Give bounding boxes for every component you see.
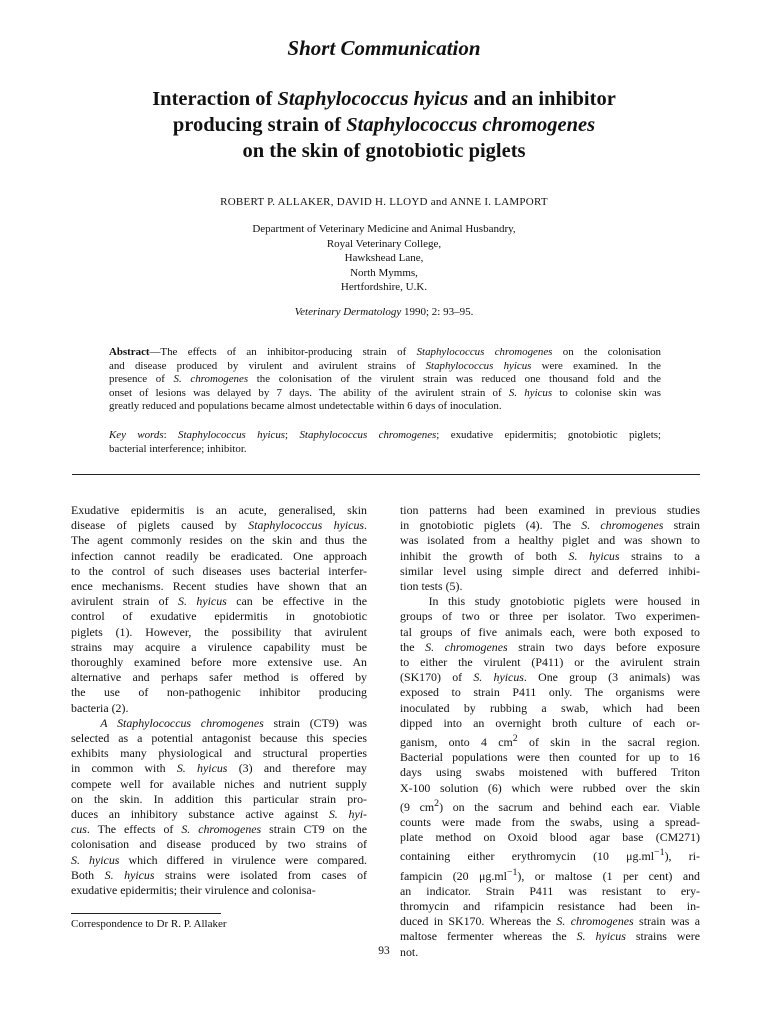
text-line: ganism, onto 4 $cm^2$ of skin in the sacral region. <box>400 733 700 750</box>
text-line: counts were made from the swabs, using a spread- <box>400 815 700 829</box>
text-line: duced in SK170. Whereas the S. chromogenes strain was a <box>400 914 700 929</box>
text-line: producing strain of Staphylococcus chromogenes <box>172 114 596 136</box>
text-line: bacteria (2). <box>71 700 129 715</box>
text-line: S. hyicus which differed in virulence were compared. <box>71 852 367 867</box>
text-line: control of exudative epidermitis in gnotobiotic <box>71 609 367 624</box>
text-line: an indicator. Strain P411 was resistant to ery- <box>400 883 700 898</box>
text-line: tion tests (5). <box>400 579 463 594</box>
affiliation-line: Hertfordshire, U.K. <box>340 281 428 294</box>
text-line: on the skin. In addition this particular strain pro- <box>71 791 367 806</box>
text-line: containing either erythromycin (10 $\mu g.ml^{-1}$), ri- <box>400 847 700 864</box>
text-line: avirulent strain of S. hyicus can be effective in the <box>71 594 367 609</box>
text-line: maltose fermenter whereas the S. hyicus strains were <box>400 929 700 944</box>
text-line: exposed to strain P411 only. The organisms were <box>400 685 700 700</box>
text-line: X-100 solution (6) which were rubbed over the skin <box>400 780 700 795</box>
text-line: to the control of such diseases uses bacterial interfer- <box>71 563 367 578</box>
text-line: compete well for available niches and nutrient supply <box>71 776 367 791</box>
text-line: infection cannot readily be eradicated. One approach <box>71 548 367 563</box>
abstract <box>109 346 661 414</box>
text-line: greatly reduced and populations became almost undetectable within 6 days of inoculation. <box>109 400 502 413</box>
text-line: exhibits many physiological and structural properties <box>71 746 367 761</box>
text-line: presence of S. chromogenes the colonisation of the virulent strain was reduced one thousand fold and the <box>109 373 662 386</box>
text-line: In this study gnotobiotic piglets were housed in <box>400 594 700 609</box>
text-line: strains may acquire a virulence capability must be <box>71 639 367 654</box>
text-line: tion patterns had been examined in previous studies <box>400 503 700 517</box>
text-line: Abstract—The effects of an inhibitor-producing strain of Staphylococcus chromogenes on the colonisation <box>109 346 661 358</box>
section-divider <box>72 474 700 475</box>
text-line: duces an inhibitory substance active against S. hyi- <box>71 807 367 822</box>
article-type-heading: Short Communication <box>287 36 481 60</box>
journal-citation: Veterinary Dermatology 1990; 2: 93–95. <box>294 306 474 318</box>
text-line: inoculated by rubbing a swab, which had been <box>400 700 700 715</box>
text-line: was isolated from a healthy piglet and was shown to <box>400 533 700 548</box>
text-line: A Staphylococcus chromogenes strain (CT9) was <box>100 715 368 730</box>
text-line: in common with S. hyicus (3) and therefore may <box>71 761 367 776</box>
affiliation-line: Hawkshead Lane, <box>344 252 424 265</box>
body-column-right <box>400 503 700 960</box>
footnote-divider <box>71 913 221 914</box>
text-line: dipped into an overnight broth culture of each or- <box>400 715 700 730</box>
text-line: onset of lesions was delayed by 7 days. The ability of the avirulent strain of S. hyicus to colonise skin was <box>109 386 661 399</box>
affiliation-line: Royal Veterinary College, <box>326 237 442 250</box>
text-line: in gnotobiotic piglets (4). The S. chromogenes strain <box>400 518 701 533</box>
text-line: tal groups of five animals each, were both exposed to <box>400 624 700 639</box>
text-line: days using swabs moistened with buffered Triton <box>400 765 700 780</box>
affiliation-line: Department of Veterinary Medicine and Animal Husbandry, <box>252 223 516 235</box>
author-list: ROBERT P. ALLAKER, DAVID H. LLOYD and ANNE I. LAMPORT <box>220 196 548 208</box>
text-line: alternative and perhaps safer method is offered by <box>71 670 367 685</box>
text-line: similar level using simple direct and deferred inhibi- <box>400 563 700 578</box>
text-line: ence mechanisms. Recent studies have shown that an <box>71 579 367 594</box>
text-line: Interaction of Staphylococcus hyicus and an inhibitor <box>152 88 616 110</box>
text-line: to either the virulent (P411) or the avirulent strain <box>400 655 700 670</box>
text-line: the use of non-pathogenic inhibitor producing <box>71 685 367 700</box>
text-line: Both S. hyicus strains were isolated from cases of <box>71 867 367 882</box>
text-line: The agent commonly resides on the skin and thus the <box>71 533 367 548</box>
text-line: (9 $cm^2$) on the sacrum and behind each ear. Viable <box>400 797 701 814</box>
text-line: fampicin (20 $\mu g.ml^{-1}$), or maltose (1 per cent) and <box>400 866 700 883</box>
text-line: thromycin and rifampicin resistance had been in- <box>400 898 700 913</box>
page-number: 93 <box>378 945 390 957</box>
body-column-left <box>71 503 367 898</box>
text-line: cus. The effects of S. chromogenes strain CT9 on the <box>71 822 367 837</box>
text-line: Key words: Staphylococcus hyicus; Staphylococcus chromogenes; exudative epidermitis; gnotobiotic piglets; <box>109 429 662 441</box>
text-line: thoroughly examined before more extensive use. An <box>71 655 367 670</box>
text-line: Bacterial populations were then counted for up to 16 <box>400 750 700 765</box>
text-line: exudative epidermitis; their virulence and colonisa- <box>71 883 316 898</box>
text-line: (SK170) of S. hyicus. One group (3 animals) was <box>400 670 700 685</box>
text-line: disease of piglets caused by Staphylococcus hyicus. <box>71 518 368 533</box>
text-line: inhibit the growth of both S. hyicus strains to a <box>400 548 700 563</box>
text-line: on the skin of gnotobiotic piglets <box>242 140 526 162</box>
text-line: plate method on Oxoid blood agar base (CM271) <box>400 830 700 845</box>
text-line: not. <box>400 944 419 959</box>
keywords <box>109 429 661 456</box>
text-line: piglets (1). However, the possibility that avirulent <box>71 624 367 639</box>
text-line: the S. chromogenes strain two days before exposure <box>400 639 700 654</box>
affiliation-line: North Mymms, <box>350 266 418 279</box>
affiliation-block <box>0 222 768 295</box>
correspondence-footnote: Correspondence to Dr R. P. Allaker <box>71 918 227 930</box>
text-line: groups of two or three per isolator. Two experimen- <box>400 609 700 624</box>
text-line: and disease produced by virulent and avirulent strains of Staphylococcus hyicus were examined. In the <box>109 359 661 372</box>
text-line: selected as a potential antagonist because this species <box>71 731 367 746</box>
text-line: colonisation and disease produced by two strains of <box>71 837 367 852</box>
text-line: bacterial interference; inhibitor. <box>109 442 247 455</box>
text-line: Exudative epidermitis is an acute, generalised, skin <box>71 503 367 517</box>
article-title <box>84 86 684 164</box>
